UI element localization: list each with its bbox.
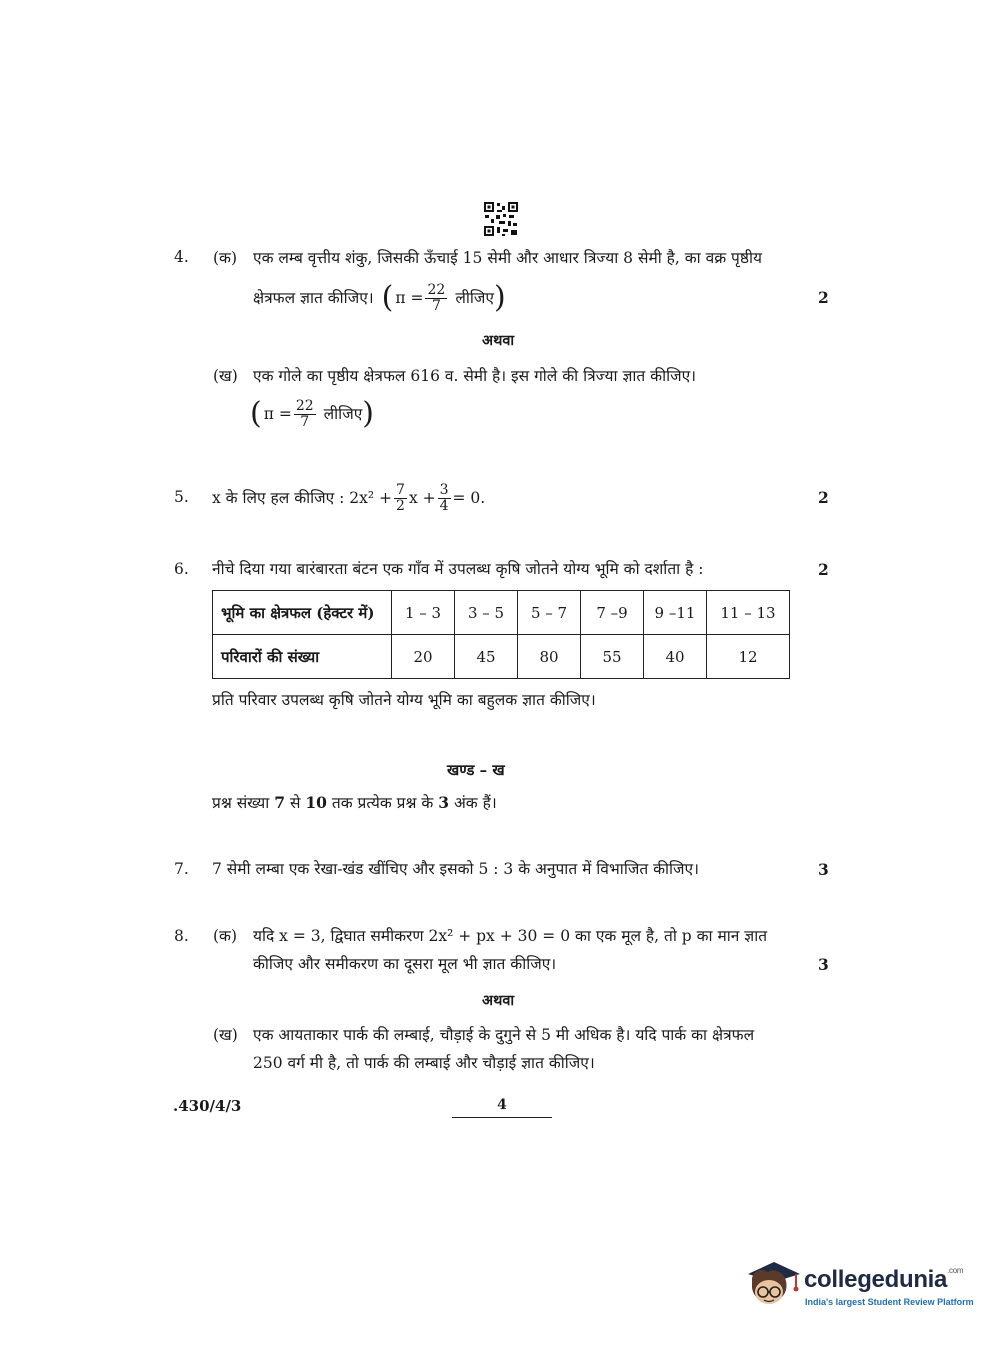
q4-kha-line2 [250,396,374,432]
q8-number: 8. [174,927,189,945]
q8-kha-line1: एक आयताकार पार्क की लम्बाई, चौड़ाई के दुगुने से 5 मी अधिक है। यदि पार्क का क्षेत्रफल [253,1026,755,1044]
pi-rhs: लीजिए [455,289,494,307]
q5-marks: 2 [818,488,829,507]
page-number: 4 [497,1097,507,1113]
table-row [213,635,790,679]
q4-ka-line2-text: क्षेत्रफल ज्ञात कीजिए। [253,289,374,307]
q6-text: नीचे दिया गया बारंबारता बंटन एक गाँव में उपलब्ध कृषि जोतने योग्य भूमि को दर्शाता है : [212,560,704,578]
q5-fraction-2-num: 3 [439,481,449,498]
section-note-n1: 7 [274,793,285,812]
q4-kha-line1: एक गोले का पृष्ठीय क्षेत्रफल 616 व. सेमी है। इस गोले की त्रिज्या ज्ञात कीजिए। [253,367,697,385]
q5-lead: x के लिए हल कीजिए : 2x² + [212,489,393,507]
section-note-n2: 10 [305,793,327,812]
q8-ka-line1: यदि x = 3, द्विघात समीकरण 2x² + px + 30 = 0 का एक मूल है, तो p का मान ज्ञात [253,927,768,945]
table-cell: 12 [707,635,790,679]
table-cell: 80 [518,635,581,679]
pi-lhs: π = [395,289,424,307]
pi-fraction-2 [294,399,316,430]
q4-kha-label: (ख) [213,367,238,385]
pi-rhs-2: लीजिए [323,405,363,423]
q5-mid: x + [408,489,436,507]
table-cell: 40 [644,635,707,679]
paren-open-2: ( [250,396,262,431]
collegedunia-logo-icon [742,1252,802,1312]
pi-fraction-num: 22 [427,281,446,298]
q8-kha-line2: 250 वर्ग मी है, तो पार्क की लम्बाई और चौड़ाई ज्ञात कीजिए। [253,1054,595,1072]
q6-after-text: प्रति परिवार उपलब्ध कृषि जोतने योग्य भूमि का बहुलक ज्ञात कीजिए। [212,691,596,709]
pi-fraction [425,283,447,314]
q8-marks: 3 [818,955,829,974]
table-row2-head: परिवारों की संख्या [213,635,392,679]
table-row1-head: भूमि का क्षेत्रफल (हेक्टर में) [213,591,392,635]
pi-fraction-2-num: 22 [295,397,314,414]
table-cell: 45 [455,635,518,679]
q5-equation [212,476,485,520]
q4-ka-label: (क) [213,249,237,267]
q5-fraction-1-num: 7 [396,481,405,498]
q4-marks: 2 [818,288,829,307]
section-note-post: अंक हैं। [453,794,497,812]
table-cell: 7 –9 [581,591,644,635]
q4-number: 4. [174,248,189,266]
q6-marks: 2 [818,560,829,579]
q8-ka-label: (क) [213,927,237,945]
q6-number: 6. [174,560,189,578]
pi-lhs-2: π = [263,405,292,423]
q5-tail: = 0. [452,489,486,507]
table-cell: 55 [581,635,644,679]
q5-fraction-2-den: 4 [439,497,449,514]
q7-text: 7 सेमी लम्बा एक रेखा-खंड खींचिए और इसको 5 : 3 के अनुपात में विभाजित कीजिए। [212,860,699,878]
table-cell: 3 – 5 [455,591,518,635]
collegedunia-tagline: India's largest Student Review Platform [805,1297,974,1307]
q7-number: 7. [174,860,189,878]
section-note-mid: से [289,794,301,812]
section-note-n3: 3 [438,793,450,812]
page-number-rule [452,1117,552,1118]
paren-close-2: ) [362,396,374,431]
logo-name-text: collegedunia [804,1266,948,1293]
pi-fraction-den: 7 [431,297,441,314]
qr-code [483,201,519,237]
paren-open: ( [381,280,394,315]
section-note [212,792,497,814]
q8-ka-line2: कीजिए और समीकरण का दूसरा मूल भी ज्ञात कीजिए। [253,955,557,973]
section-note-pre: प्रश्न संख्या [212,794,270,812]
q4-ka-line1: एक लम्ब वृत्तीय शंकु, जिसकी ऊँचाई 15 सेमी और आधार त्रिज्या 8 सेमी है, का वक्र पृष्ठीय [253,249,762,267]
table-cell: 5 – 7 [518,591,581,635]
section-note-mid2: तक प्रत्येक प्रश्न के [331,794,434,812]
q5-fraction-2 [438,483,451,514]
q8-athva: अथवा [482,992,515,1009]
section-title: खण्ड – ख [447,761,505,779]
q4-ka-line2 [253,280,506,316]
table-cell: 1 – 3 [392,591,455,635]
q8-kha-label: (ख) [213,1026,238,1044]
q5-number: 5. [174,488,189,506]
table-row [213,591,790,635]
q5-fraction-1-den: 2 [396,497,405,514]
logo-suffix: .com [947,1266,964,1275]
pi-fraction-2-den: 7 [300,413,310,430]
collegedunia-logo-name [804,1266,963,1294]
table-cell: 20 [392,635,455,679]
q7-marks: 3 [818,860,829,879]
paper-code: .430/4/3 [173,1097,242,1115]
table-cell: 9 –11 [644,591,707,635]
q5-fraction-1 [394,483,407,514]
paren-close: ) [493,280,506,315]
table-cell: 11 – 13 [707,591,790,635]
q4-athva: अथवा [482,332,515,349]
frequency-table [212,590,790,679]
